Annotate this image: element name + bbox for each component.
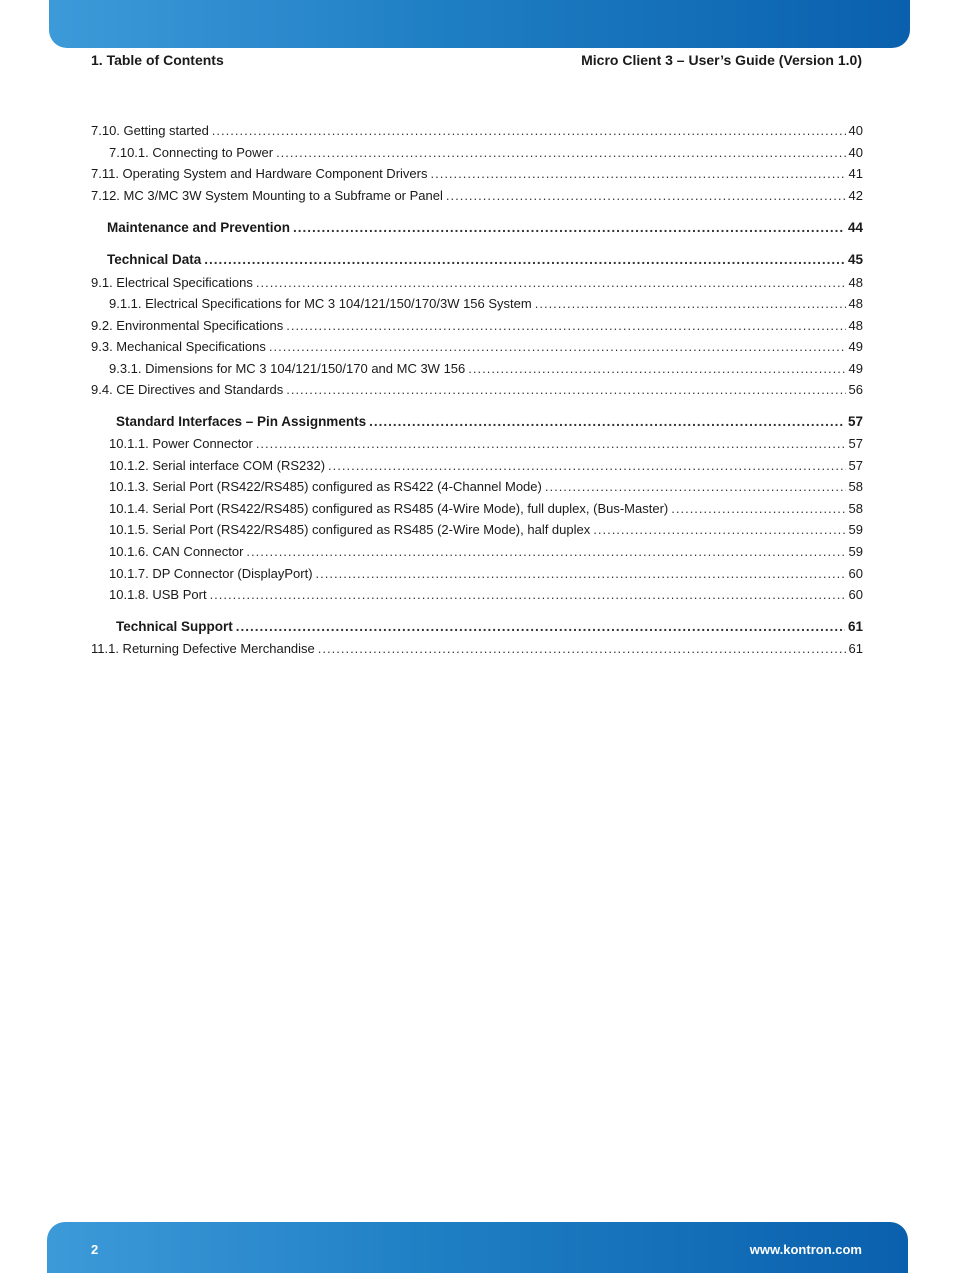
toc-entry-title: Technical Support <box>116 619 233 634</box>
toc-entry-title: 10.1.5. Serial Port (RS422/RS485) configured as RS485 (2-Wire Mode), half duplex <box>109 522 591 537</box>
toc-entry-title: 9.4. CE Directives and Standards <box>91 382 284 397</box>
toc-entry[interactable] <box>91 274 863 292</box>
toc-entry[interactable] <box>91 457 863 475</box>
toc-entry-page: 48 <box>848 275 863 290</box>
toc-leader <box>269 338 846 356</box>
toc-entry-page: 60 <box>848 566 863 581</box>
toc-entry-page: 49 <box>848 339 863 354</box>
toc-entry-page: 58 <box>848 501 863 516</box>
toc-entry[interactable] <box>91 187 863 205</box>
toc-chapter-entry[interactable] <box>91 413 863 431</box>
toc-entry-title: 10.1.2. Serial interface COM (RS232) <box>109 458 326 473</box>
toc-entry[interactable] <box>91 478 863 496</box>
toc-leader <box>369 413 845 431</box>
toc-entry-page: 59 <box>848 544 863 559</box>
toc-leader <box>468 360 845 378</box>
toc-entry-page: 41 <box>848 166 863 181</box>
toc-entry[interactable] <box>91 586 863 604</box>
toc-leader <box>256 274 846 292</box>
toc-leader <box>671 500 845 518</box>
toc-entry-page: 45 <box>847 252 863 267</box>
page-number: 2 <box>91 1242 99 1257</box>
toc-leader <box>535 295 846 313</box>
toc-entry[interactable] <box>91 521 863 539</box>
toc-entry-page: 61 <box>847 619 863 634</box>
toc-entry[interactable] <box>91 295 863 313</box>
toc-leader <box>246 543 845 561</box>
header-band <box>49 0 910 48</box>
toc-entry-title: 9.3. Mechanical Specifications <box>91 339 266 354</box>
toc-entry-page: 57 <box>847 414 863 429</box>
toc-entry[interactable] <box>91 500 863 518</box>
toc-leader <box>276 144 845 162</box>
toc-entry-title: 10.1.6. CAN Connector <box>109 544 244 559</box>
toc-leader <box>286 317 845 335</box>
toc-entry-title: Maintenance and Prevention <box>107 220 291 235</box>
toc-entry-title: 7.10. Getting started <box>91 123 209 138</box>
toc-entry-title: 9.1. Electrical Specifications <box>91 275 253 290</box>
toc-leader <box>210 586 846 604</box>
toc-entry[interactable] <box>91 144 863 162</box>
toc-entry[interactable] <box>91 317 863 335</box>
toc-leader <box>318 640 846 658</box>
website-link[interactable]: www.kontron.com <box>749 1242 862 1257</box>
toc-entry-title: 10.1.4. Serial Port (RS422/RS485) configured as RS485 (4-Wire Mode), full duplex, (Bus-Master) <box>109 501 669 516</box>
toc-entry-title: 10.1.1. Power Connector <box>109 436 253 451</box>
toc-entry-title: Technical Data <box>107 252 202 267</box>
toc-entry-title: 10.1.7. DP Connector (DisplayPort) <box>109 566 313 581</box>
toc-entry-page: 49 <box>848 361 863 376</box>
toc-entry-title: 9.1.1. Electrical Specifications for MC 3 104/121/150/170/3W 156 System <box>109 296 532 311</box>
toc-entry-title: 11.1. Returning Defective Merchandise <box>91 641 315 656</box>
toc-entry[interactable] <box>91 565 863 583</box>
toc-entry-page: 57 <box>848 436 863 451</box>
toc-entry-page: 57 <box>848 458 863 473</box>
toc-entry-title: 9.3.1. Dimensions for MC 3 104/121/150/170 and MC 3W 156 <box>109 361 466 376</box>
toc-entry[interactable] <box>91 165 863 183</box>
toc-leader <box>328 457 845 475</box>
toc-entry-page: 42 <box>848 188 863 203</box>
toc-entry-page: 59 <box>848 522 863 537</box>
toc-entry-title: 10.1.8. USB Port <box>109 587 207 602</box>
toc-entry[interactable] <box>91 543 863 561</box>
toc-leader <box>236 618 845 636</box>
toc-entry[interactable] <box>91 381 863 399</box>
toc-chapter-entry[interactable] <box>91 251 863 269</box>
toc-entry-page: 40 <box>848 123 863 138</box>
toc-entry-page: 56 <box>848 382 863 397</box>
toc-chapter-entry[interactable] <box>91 618 863 636</box>
toc-leader <box>256 435 846 453</box>
toc-leader <box>293 219 845 237</box>
toc-entry-title: 10.1.3. Serial Port (RS422/RS485) configured as RS422 (4-Channel Mode) <box>109 479 542 494</box>
toc-leader <box>545 478 846 496</box>
toc-leader <box>212 122 846 140</box>
toc-entry-page: 44 <box>847 220 863 235</box>
toc-entry-title: 7.12. MC 3/MC 3W System Mounting to a Subframe or Panel <box>91 188 443 203</box>
toc-leader <box>204 251 845 269</box>
toc-entry-title: 9.2. Environmental Specifications <box>91 318 284 333</box>
toc-entry-title: 7.10.1. Connecting to Power <box>109 145 274 160</box>
toc-leader <box>286 381 845 399</box>
toc-entry-page: 48 <box>848 318 863 333</box>
toc-entry-page: 60 <box>848 587 863 602</box>
toc-leader <box>430 165 845 183</box>
toc-chapter-entry[interactable] <box>91 219 863 237</box>
toc-entry[interactable] <box>91 360 863 378</box>
toc-entry-page: 58 <box>848 479 863 494</box>
toc-entry-title: Standard Interfaces – Pin Assignments <box>116 414 367 429</box>
toc-leader <box>593 521 845 539</box>
toc-entry-page: 40 <box>848 145 863 160</box>
toc-leader <box>446 187 846 205</box>
toc-entry[interactable] <box>91 640 863 658</box>
toc-entry-page: 61 <box>848 641 863 656</box>
header-document-title: Micro Client 3 – User’s Guide (Version 1.0) <box>581 52 862 68</box>
toc-entry[interactable] <box>91 435 863 453</box>
toc-entry-title: 7.11. Operating System and Hardware Component Drivers <box>91 166 428 181</box>
toc-entry-page: 48 <box>848 296 863 311</box>
toc-entry[interactable] <box>91 122 863 140</box>
header-section-title: 1. Table of Contents <box>91 52 224 68</box>
toc-entry[interactable] <box>91 338 863 356</box>
toc-leader <box>316 565 846 583</box>
